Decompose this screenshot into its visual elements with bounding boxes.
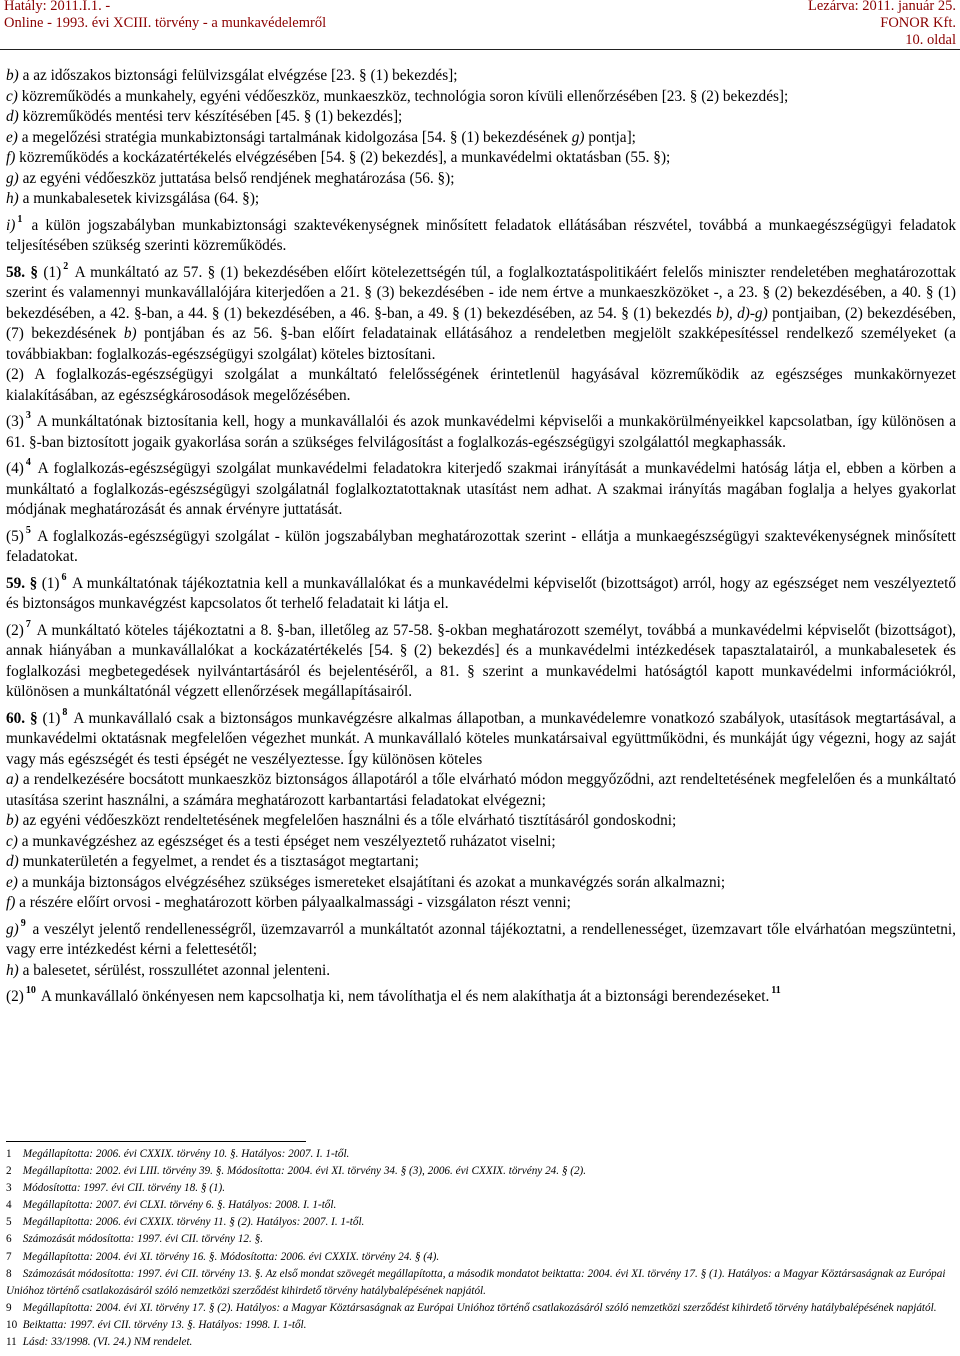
list-item-g: g) az egyéni védőeszköz juttatása belső rendjének meghatározása (56. §);: [6, 169, 455, 187]
section-59-paragraph-1: 59. § (1) $^6$ A munkáltatónak tájékoztatnia kell a munkavállalókat és a munkavédelmi képviselőt (bizottságot) arról, hogy az egészséget nem veszélyeztető és biztonságos munkavégzést kapcsolatos őt terhelő feladatait ki látja el.: [6, 571, 956, 612]
section-number: 58. §: [6, 263, 39, 281]
footnote-divider: [6, 1141, 306, 1142]
section-58-paragraph-1: 58. § (1) $^2$ A munkáltató az 57. § (1) bekezdésében előírt kötelezettségén túl, a foglalkoztatáspolitikáért felelős miniszter rendeletében meghatározottak szerint és valamennyi munkavállalójára kiterjedően a 21. § (3) bekezdésében - ide nem értve a munkaeszközöket -, a 23. § (2) bekezdésében, a 40. § (1) bekezdésében, a 42. §-ban, a 44. § (1) bekezdésében, a 46. §-ban, a 49. § (1) bekezdésében, az 54. § (1) bekezdés b), d)-g) pontjaiban, (2) bekezdésében, (7) bekezdésének b) pontjában és az 56. §-ban előírt feladatainak ellátásához a rendeletben megjelölt szakképesítéssel rendelkező személyeket (a továbbiakban: foglalkozás-egészségügyi szolgálat) köteles biztosítani.: [6, 260, 957, 363]
list-item-d: d) közreműködés mentési terv készítésében [45. § (1) bekezdés];: [6, 108, 403, 125]
footnote: 5 Megállapította: 2006. évi CXXIX. törvény 11. § (2). Hatályos: 2007. I. 1-től.: [6, 1216, 365, 1229]
section-60-paragraph-2: (2) $^{10}$ A munkavállaló önkényesen nem kapcsolhatja ki, nem távolíthatja el és nem alakíthatja át a biztonsági berendezéseket. $^{11}$: [6, 985, 781, 1005]
footnote: 11 Lásd: 33/1998. (VI. 24.) NM rendelet.: [6, 1336, 193, 1349]
duty-item-h: h) a balesetet, sérülést, rosszullétet azonnal jelenteni.: [6, 961, 331, 979]
duty-item-f: f) a részére előírt orvosi - meghatározott körben pályaalkalmassági - vizsgálaton részt venni;: [6, 894, 571, 911]
duty-item-c: c) a munkavégzéshez az egészséget és a testi épséget nem veszélyeztető ruházatot viselni;: [6, 832, 556, 850]
footnote-ref[interactable]: 7: [25, 618, 31, 630]
footnote: 3 Módosította: 1997. évi CII. törvény 18. § (1).: [6, 1182, 226, 1195]
footnote-ref[interactable]: 10: [25, 985, 36, 996]
header-source: Online - 1993. évi XCIII. törvény - a munkavédelemről: [4, 15, 327, 31]
footnote: 7 Megállapította: 2004. évi XI. törvény 16. §. Módosította: 2006. évi CXXIX. törvény 24. § (4).: [6, 1250, 440, 1263]
footnotes: [6, 1146, 956, 1351]
duty-item-d: d) munkaterületén a fegyelmet, a rendet és a tisztaságot megtartani;: [6, 853, 419, 870]
list-item-c: c) közreműködés a munkahely, egyéni védőeszköz, munkaeszköz, technológia soron kívüli ellenőrzésében [23. § (2) bekezdés];: [6, 87, 789, 105]
header-divider: [0, 49, 960, 50]
footnote-ref[interactable]: 5: [25, 524, 31, 536]
footnote: 1 Megállapította: 2006. évi CXXIX. törvény 10. §. Hatályos: 2007. I. 1-től.: [6, 1148, 350, 1160]
list-item-f: f) közreműködés a kockázatértékelés elvégzésében [54. § (2) bekezdés], a munkavédelmi oktatásban (55. §);: [6, 149, 671, 166]
header-page-number: 10. oldal: [905, 32, 956, 48]
duty-item-b: b) az egyéni védőeszközt rendeltetésének megfelelően használni és a tőle elvárható tisztításáról gondoskodni;: [6, 812, 677, 829]
footnote: 9 Megállapította: 2004. évi XI. törvény 17. § (2). Hatályos: a Magyar Köztársaságnak az Európai Unióhoz történő csatlakozásáról szóló nemzetközi szerződést kihirdető törvény hatálybalépésének napjától.: [6, 1301, 937, 1314]
footnote-ref[interactable]: 3: [25, 410, 31, 421]
list-item-e: e) a megelőzési stratégia munkabiztonsági tartalmának kidolgozása [54. § (1) bekezdésének g) pontja];: [6, 128, 636, 146]
page-header-right: [808, 0, 956, 49]
duty-item-a: a) a rendelkezésére bocsátott munkaeszköz biztonságos állapotáról a tőle elvárható módon meggyőződni, azt rendeltetésének megfelelően és a munkáltató utasítása szerint használni, a számára meghatározott karbantartási feladatokat elvégezni;: [6, 771, 956, 809]
section-58-paragraph-3: (3) $^3$ A munkáltatónak biztosítania kell, hogy a munkavállalói és azok munkavédelmi képviselői a munkakörülményeikkel kapcsolatban, így különösen a 61. §-ban biztosított jogaik gyakorlása során a szükséges felvilágosítást a foglalkozás-egészségügyi szolgálattól megkaphassák.: [6, 410, 956, 451]
footnote-ref[interactable]: 4: [25, 457, 31, 468]
list-item-b: b) a az időszakos biztonsági felülvizsgálat elvégzése [23. § (1) bekezdés];: [6, 67, 458, 84]
footnote: 6 Számozását módosította: 1997. évi CII. törvény 12. §.: [6, 1233, 263, 1246]
header-publisher: FONOR Kft.: [880, 15, 956, 31]
section-number: 60. §: [6, 709, 38, 727]
page-header-left: [4, 0, 326, 32]
header-closed-date: Lezárva: 2011. január 25.: [807, 0, 956, 14]
footnote-ref[interactable]: 6: [61, 571, 67, 583]
list-item-i: i) $^1$ a külön jogszabályban munkabiztonsági szaktevékenységnek minősített feladatok ellátásában részvétel, továbbá a munkaegészségügyi feladatok teljesítésében szükség szerinti közreműködés.: [6, 213, 956, 254]
footnote: 10 Beiktatta: 1997. évi CII. törvény 13. §. Hatályos: 1998. I. 1-től.: [6, 1318, 307, 1331]
section-58-paragraph-4: (4) $^4$ A foglalkozás-egészségügyi szolgálat munkavédelmi feladatokra kiterjedő szakmai irányítását a munkavédelmi hatóság látja el, ebben a körben a munkáltató a foglalkozás-egészségügyi szolgálatnál foglalkoztatottaknak utasítást nem adhat. A szakmai irányítás magában foglalja a helyes gyakorlat módjának meghatározását és annak érvényre juttatását.: [6, 457, 956, 518]
footnote: 2 Megállapította: 2002. évi LIII. törvény 39. §. Módosította: 2004. évi XI. törvény 34. § (3), 2006. évi CXXIX. törvény 24. § (2).: [6, 1165, 587, 1178]
header-validity: Hatály: 2011.I.1. -: [4, 0, 111, 14]
section-58-paragraph-5: (5) $^5$ A foglalkozás-egészségügyi szolgálat - külön jogszabályban meghatározottak szerint - ellátja a munkaegészségügyi szaktevékenységnek minősített feladatokat.: [6, 524, 956, 565]
duty-item-g: g) $^9$ a veszélyt jelentő rendellenességről, üzemzavarról a munkáltatót azonnal tájékoztatni, a rendellenességet, üzemzavart tőle elvárhatóan megszüntetni, vagy erre intézkedést kérni a felettesétől;: [6, 917, 956, 958]
section-58-paragraph-2: (2) A foglalkozás-egészségügyi szolgálat a munkáltató felelősségének érintetlenül hagyásával közreműködik az egészséges munkakörnyezet kialakításában, az egészségkárosodások megelőzésében.: [6, 366, 956, 404]
footnote-ref[interactable]: 1: [17, 213, 23, 225]
footnote-ref[interactable]: 9: [20, 917, 26, 929]
list-item-h: h) a munkabalesetek kivizsgálása (64. §);: [6, 190, 260, 207]
footnote-ref[interactable]: 11: [771, 985, 781, 996]
section-60-paragraph-1: 60. § (1) $^8$ A munkavállaló csak a biztonságos munkavégzésre alkalmas állapotban, a munkavédelemre vonatkozó szabályok, utasítások megtartásával, a munkavédelmi oktatásnak megfelelően végezhet munkát. A munkavállaló köteles munkatársaival együttműködni, és munkáját úgy végezni, hogy az saját vagy más egészségét és testi épségét ne veszélyeztesse. Így különösen köteles: [6, 706, 956, 768]
duty-item-e: e) a munkája biztonságos elvégzéséhez szükséges ismereteket elsajátítani és azokat a munkavégzés során alkalmazni;: [6, 873, 726, 891]
section-number: 59. §: [6, 574, 38, 592]
section-59-paragraph-2: (2) $^7$ A munkáltató köteles tájékoztatni a 8. §-ban, illetőleg az 57-58. §-okban meghatározott személyt, továbbá a munkavédelmi képviselőt (bizottságot), annak hiányában a munkavállalókat a kockázatértékelés [54. § (2) bekezdés] és a munkavédelmi intézkedések tapasztalatairól, a munkabalesetek és foglalkozási megbetegedések nyilvántartásáról és bejelentéséről, a 81. § szerint a munkavédelmi hatóságtól kapott munkavédelmi információkról, különösen a munkáltatónál végzett ellenőrzések megállapításairól.: [6, 618, 956, 700]
document-body: [6, 66, 956, 1008]
footnote-ref[interactable]: 2: [63, 260, 69, 272]
footnote: 8 Számozását módosította: 1997. évi CII. törvény 13. §. Az első mondat szövegét megállapította, a második mondatot beiktatta: 2004. évi XI. törvény 17. § (1). Hatályos: a Magyar Köztársaságnak az Európai Unióhoz történő csatlakozásáról szóló nemzetközi szerződést kihirdető törvény hatálybalépésének napjától.: [6, 1267, 946, 1297]
footnote: 4 Megállapította: 2007. évi CLXI. törvény 6. §. Hatályos: 2008. I. 1-től.: [6, 1199, 337, 1212]
footnote-ref[interactable]: 8: [62, 706, 68, 718]
